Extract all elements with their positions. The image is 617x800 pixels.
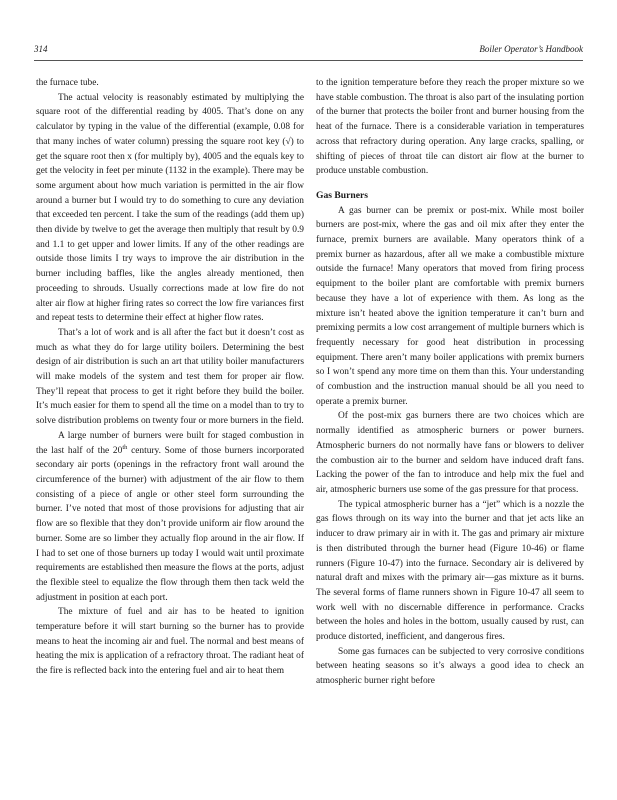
paragraph: The mixture of fuel and air has to be heated to ignition temperature before it will start burning so the burner has to provide means to heat the incoming air and fuel. The normal and best means of heating the mix is application of a refractory throat. The radiant heat of the fire is reflected back into the entering fuel and air to heat them	[36, 607, 304, 677]
paragraph	[36, 429, 304, 605]
paragraph: A gas burner can be premix or post-mix. While most boiler burners are post-mix, where the gas and oil mix after they enter the furnace, premix burners are available. Many operators think of a premix burner as hazardous, after all we make a combustible mixture outside the furnace! Many operators that moved from firing process equipment to the boiler plant are comfortable with premix burners because they have a lot of experience with them. As long as the mixture isn’t heated above the ignition temperature it can’t burn and premixing permits a low cost arrangement of multiple burners which is frequently necessary for good heat distribution in processing equipment. There aren’t many boiler applications with premix burners so I won’t spend any more time on them than this. Your understanding of combustion and the instruction manual should be all you need to operate a premix burner.	[316, 205, 584, 407]
left-column	[36, 76, 304, 679]
running-title: Boiler Operator’s Handbook	[479, 44, 583, 54]
right-column	[316, 76, 584, 689]
section-heading: Gas Burners	[316, 189, 368, 201]
paragraph: Some gas furnaces can be subjected to very corrosive conditions between heating seasons so it’s always a good idea to check an atmospheric burner right before	[316, 646, 584, 687]
text-run: century. Some of those burners incorporated secondary air ports (openings in the refractory front wall around the circumference of the burner) with adjustment of the air flow to them consisting of a piece of angle or other steel form surrounding the burner. I’ve noted that most of those provisions for adjusting that air flow are so flexible that they don’t provide uniform air flow around the burner. Some are so limber they actually flop around in the air flow. If I had to set one of those burners up today I would wait until proximate requirements are established then measure the flows at the ports, adjust the flexible steel to equalize the flow through them then tack weld the adjustment in position at each port.	[36, 445, 305, 603]
page-number: 314	[34, 44, 48, 54]
paragraph: The typical atmospheric burner has a “jet” which is a nozzle the gas flows through on its way into the burner and that jet acts like an inducer to draw primary air in with it. The gas and primary air mixture is then distributed through the burner head (Figure 10-46) or flame runners (Figure 10-47) into the furnace. Secondary air is delivered by natural draft and mixes with the primary air—gas mixture as it burns. The several forms of flame runners shown in Figure 10-47 all seem to work well with no discernable difference in performance. Cracks between the holes and holes in the bottom, usually caused by rust, can produce distorted, inefficient, and dangerous fires.	[316, 499, 584, 643]
paragraph: Of the post-mix gas burners there are two choices which are normally identified as atmospheric burners or power burners. Atmospheric burners do not normally have fans or blowers to deliver the combustion air to the burner and seldom have induced draft fans. Lacking the power of the fan to introduce and help mix the fuel and air, atmospheric burners use some of the gas pressure for that process.	[316, 411, 584, 495]
paragraph: The actual velocity is reasonably estimated by multiplying the square root of the differential reading by 4005. That’s done on any calculator by typing in the value of the differential (example, 0.08 for that many inches of water column) pressing the square root key (√) to get the square root then x (for multiply by), 4005 and the equals key to get the velocity in feet per minute (1132 in the example). There may be some argument about how much variation is permitted in the air flow around a burner but I would try to do something to cure any deviation that exceeded ten percent. I take the sum of the readings (add them up) then divide by twelve to get the average then multiply that result by 0.9 and 1.1 to get upper and lower limits. If any of the other readings are outside those limits I try ways to improve the air distribution in the burner including baffles, like the angles already mentioned, then proceeding to shrouds. Usually corrections made at low fire do not alter air flow at higher firing rates so correct the low fire variances first and repeat tests to determine their effect at higher flow rates.	[36, 92, 304, 324]
header-rule	[34, 60, 583, 61]
text-run: A large number of burners were built for staged combustion in the last half of the 20	[36, 430, 304, 456]
running-header	[34, 44, 583, 58]
paragraph: the furnace tube.	[36, 78, 99, 88]
paragraph: That’s a lot of work and is all after the fact but it doesn’t cost as much as what they do for large utility boilers. Determining the best design of air distribution is such an art that utility boiler manufacturers will make models of the system and test them for proper air flow. They’ll repeat that process to get it right before they build the boiler. It’s much easier for them to spend all the time on a model than to try to solve distribution problems on twenty four or more burners in the field.	[36, 327, 304, 427]
paragraph: to the ignition temperature before they reach the proper mixture so we have stable combustion. The throat is also part of the insulating portion of the burner that protects the boiler front and burner housing from the heat of the furnace. There is a considerable variation in temperatures across that refractory during operation. Any large cracks, spalling, or shifting of pieces of throat tile can distort air flow at the burner to produce unstable combustion.	[316, 78, 584, 177]
superscript: th	[122, 443, 128, 451]
